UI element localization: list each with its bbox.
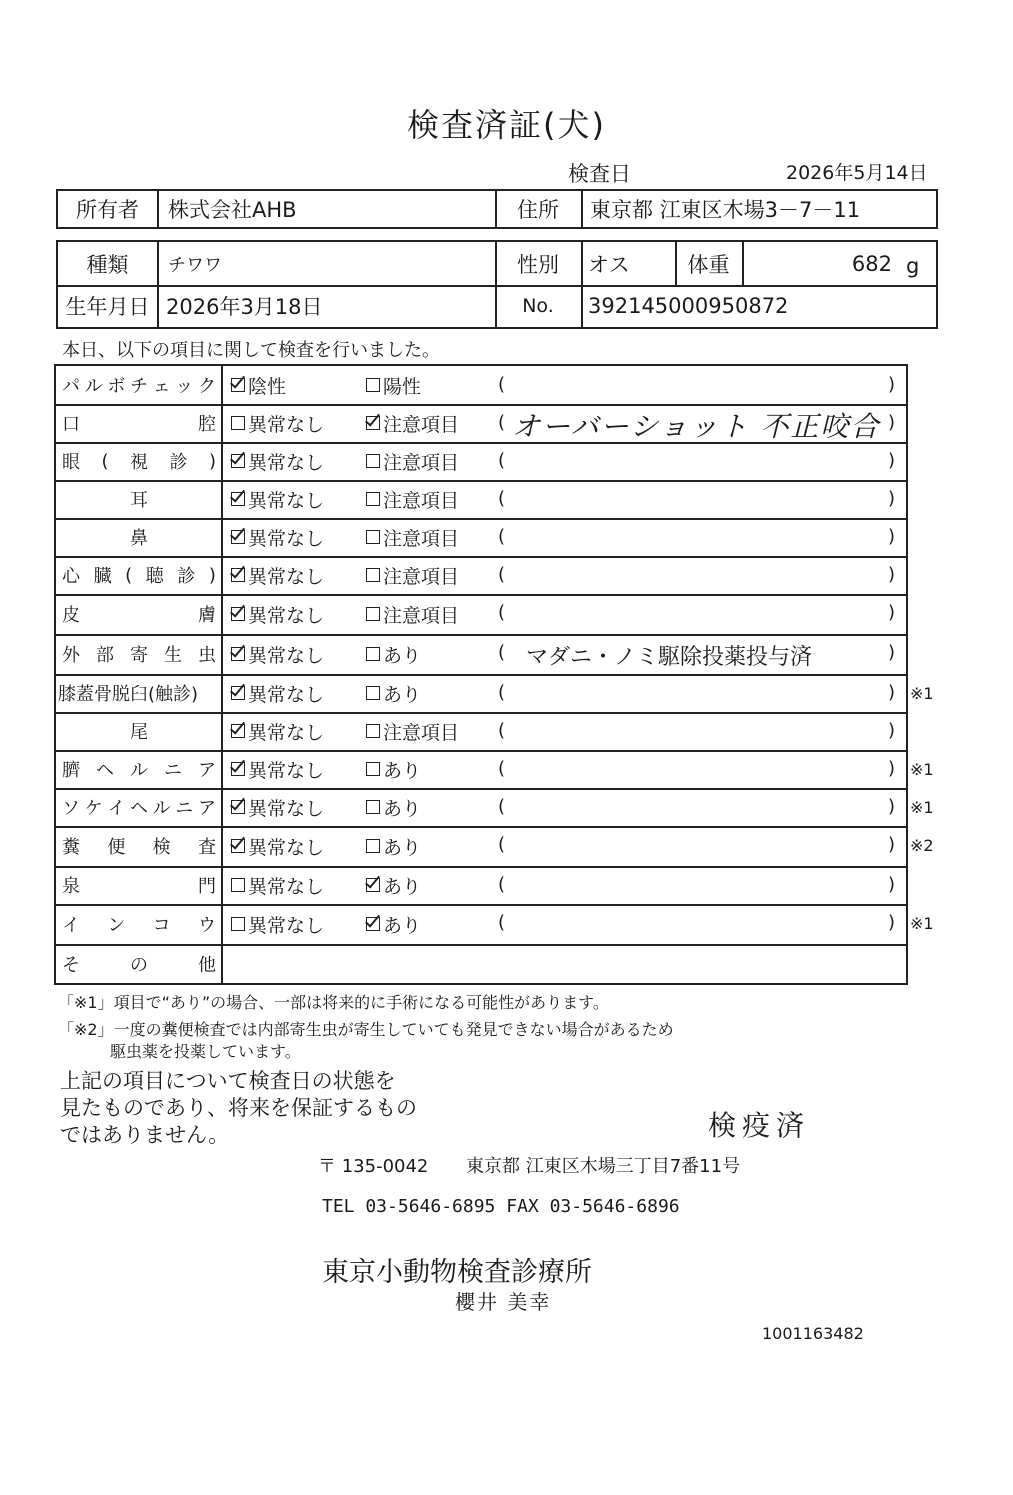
option-2-checkbox[interactable] [366,750,421,788]
option-2-checkbox[interactable] [366,366,421,404]
option-2-checkbox[interactable] [366,404,459,442]
paren-open: ( [498,488,506,509]
row-label-char: ) [208,564,216,586]
other-notes-field[interactable] [224,944,906,983]
row-label-char: 聴 [145,566,164,587]
row-label [58,634,220,674]
row-label-char: チ [129,376,148,397]
checkbox-icon[interactable] [231,917,245,931]
paren-close: ) [888,642,896,663]
weight-value: 682 [851,251,892,276]
option-2-checkbox[interactable] [366,518,459,556]
row-label-text: 尾 [130,722,148,743]
option-2-label: 注意項目 [383,604,460,627]
clinic-tel-fax: TEL 03-5646-6895 FAX 03-5646-6896 [322,1196,680,1217]
row-label-char: 生 [164,645,182,666]
option-2-checkbox[interactable] [366,480,459,518]
paren-open: ( [498,412,506,433]
option-1-checkbox[interactable] [231,788,324,826]
option-1-checkbox[interactable] [231,866,324,904]
row-label-char: 虫 [198,645,216,666]
option-1-label: 異常なし [248,759,325,782]
row-mark: ※1 [910,914,934,933]
option-1-checkbox[interactable] [231,674,324,712]
option-1-label: 異常なし [248,797,325,820]
checkbox-icon[interactable] [366,530,380,544]
animal-box [56,240,938,329]
option-2-label: あり [383,836,422,859]
owner-box [56,189,938,229]
row-label-char: ル [152,798,171,819]
checkbox-icon[interactable] [366,492,380,506]
row-label [58,442,220,480]
checkbox-icon[interactable] [366,568,380,582]
option-1-checkbox[interactable] [231,442,324,480]
checkbox-icon[interactable] [366,800,380,814]
paren-close: ) [888,450,896,471]
row-label-char: ヘ [96,760,114,781]
row-label-char: コ [152,915,171,936]
row-label-char: 外 [62,645,80,666]
row-label-char: ク [197,376,216,397]
quarantine-stamp: 検疫済 [708,1109,811,1142]
checkbox-icon[interactable] [366,724,380,738]
option-2-label: あり [383,759,422,782]
paren-close: ) [888,758,896,779]
checkbox-icon[interactable] [231,800,245,814]
option-2-label: 注意項目 [383,721,460,744]
clinic-person: 櫻井 美幸 [455,1290,552,1314]
row-label-char: 便 [107,837,126,858]
row-label-char: 他 [198,954,216,976]
option-1-label: 異常なし [248,721,325,744]
paren-close: ) [888,874,896,895]
row-label-char: 寄 [130,645,148,666]
disclaimer-statement [60,1068,417,1149]
row-label-char: ソ [62,798,80,819]
checkbox-icon[interactable] [231,647,245,661]
row-label [58,366,220,404]
option-2-label: あり [383,875,422,898]
breed-value: チワワ [168,254,222,276]
row-note: オーバーショット 不正咬合 [512,410,881,443]
row-label-char: の [130,954,148,976]
row-label-text: 膝蓋骨脱臼(触診) [58,684,199,705]
checkbox-icon[interactable] [366,416,380,430]
paren-close: ) [888,564,896,585]
option-1-label: 異常なし [248,527,325,550]
paren-open: ( [498,796,506,817]
address-value: 東京都 江東区木場3－7－11 [590,198,861,222]
option-2-checkbox[interactable] [366,634,421,674]
row-label [58,866,220,904]
owner-label: 所有者 [76,198,139,222]
checkbox-icon[interactable] [231,492,245,506]
footnote-2-line1: 「※2」一度の糞便検査では内部寄生虫が寄生していても発見できない場合があるため [58,1020,674,1039]
row-label-text: 鼻 [130,528,148,549]
row-label-char: ヘ [129,798,148,819]
row-label-char: パ [62,376,80,397]
row-label-char: 門 [198,876,216,897]
row-label-char: ウ [197,915,216,936]
checkbox-icon[interactable] [366,917,380,931]
disclaimer-line: 上記の項目について検査日の状態を [60,1069,396,1093]
row-label [58,404,220,442]
checkbox-icon[interactable] [231,686,245,700]
row-label-char: 腔 [198,414,216,435]
option-2-label: 陽性 [383,375,422,398]
row-label-char: ニ [175,798,194,819]
row-label-char: ア [198,760,216,781]
option-1-label: 異常なし [248,413,325,436]
row-label-char: 視 [130,452,148,473]
no-value: 392145000950872 [588,294,789,318]
checkbox-icon[interactable] [231,839,245,853]
row-label-char: 診 [177,566,196,587]
option-2-label: あり [383,797,422,820]
row-label-char: ケ [84,798,103,819]
option-1-checkbox[interactable] [231,366,286,404]
row-mark: ※1 [910,684,934,703]
row-mark: ※1 [910,798,934,817]
row-label-char: 糞 [62,837,80,858]
option-2-label: 注意項目 [383,527,460,550]
row-label-char: イ [107,798,126,819]
paren-open: ( [498,912,506,933]
row-label-text: 耳 [130,490,148,511]
option-2-label: あり [383,683,422,706]
checkbox-icon[interactable] [231,378,245,392]
option-2-checkbox[interactable] [366,826,421,866]
paren-open: ( [498,374,506,395]
option-2-label: 注意項目 [383,413,460,436]
paren-close: ) [888,374,896,395]
option-2-label: 注意項目 [383,565,460,588]
row-label [58,594,220,634]
option-1-checkbox[interactable] [231,556,324,594]
sex-value: オス [588,252,630,277]
paren-open: ( [498,758,506,779]
paren-open: ( [498,564,506,585]
disclaimer-line: ではありません。 [60,1123,230,1147]
document-title: 検査済証(犬) [407,106,606,144]
paren-close: ) [888,526,896,547]
row-label-char: 診 [169,452,188,473]
dob-value: 2026年3月18日 [166,295,323,319]
paren-close: ) [888,912,896,933]
option-2-checkbox[interactable] [366,442,459,480]
option-2-checkbox[interactable] [366,712,459,750]
row-label-char: 臍 [62,760,80,781]
clinic-name: 東京小動物検査診療所 [322,1257,592,1288]
option-2-label: 注意項目 [383,451,460,474]
inspection-date-label: 検査日 [568,162,631,186]
paren-open: ( [498,602,506,623]
paren-open: ( [498,682,506,703]
option-1-checkbox[interactable] [231,750,324,788]
option-1-checkbox[interactable] [231,712,324,750]
row-label [58,826,220,866]
option-2-checkbox[interactable] [366,866,421,904]
option-1-checkbox[interactable] [231,404,324,442]
row-label [58,674,220,712]
dob-label: 生年月日 [65,295,150,319]
option-2-checkbox[interactable] [366,788,421,826]
checkbox-icon[interactable] [231,568,245,582]
row-note: マダニ・ノミ駆除投薬投与済 [526,645,813,670]
row-mark: ※1 [910,760,934,779]
option-2-label: あり [383,644,422,667]
paren-open: ( [498,642,506,663]
checkbox-icon[interactable] [366,762,380,776]
row-label [58,788,220,826]
option-2-checkbox[interactable] [366,904,421,944]
option-1-label: 異常なし [248,644,325,667]
row-label [58,480,220,518]
option-1-label: 陰性 [248,375,287,398]
checkbox-icon[interactable] [231,416,245,430]
row-label-char: ェ [152,376,171,397]
owner-value: 株式会社AHB [168,198,297,222]
paren-close: ) [888,412,896,433]
checkbox-icon[interactable] [366,686,380,700]
row-label-char: ン [107,915,126,936]
option-1-checkbox[interactable] [231,518,324,556]
sex-label: 性別 [517,252,559,277]
row-label [58,750,220,788]
row-label-char: ニ [164,760,182,781]
row-mark: ※2 [910,836,934,855]
option-1-checkbox[interactable] [231,826,324,866]
paren-close: ) [888,488,896,509]
checkbox-icon[interactable] [231,762,245,776]
footnote-2-line2: 駆虫薬を投薬しています。 [110,1042,301,1061]
option-1-label: 異常なし [248,914,325,937]
option-1-checkbox[interactable] [231,634,324,674]
row-label-char: 皮 [62,605,80,626]
disclaimer-line: 見たものであり、将来を保証するもの [60,1096,417,1120]
row-label [58,904,220,944]
paren-open: ( [498,834,506,855]
row-label-char: イ [62,915,80,936]
paren-close: ) [888,682,896,703]
row-label-char: 部 [96,645,114,666]
row-label-char: ( [125,564,133,586]
paren-close: ) [888,720,896,741]
checkbox-icon[interactable] [366,378,380,392]
paren-open: ( [498,526,506,547]
document-number: 1001163482 [762,1324,864,1343]
row-label-char: そ [62,954,80,976]
option-2-label: あり [383,914,422,937]
checkbox-icon[interactable] [231,530,245,544]
row-label-char: ル [130,760,148,781]
weight-unit: g [906,253,920,278]
row-label-char: ) [208,450,216,472]
checkbox-icon[interactable] [366,607,380,621]
checkbox-icon[interactable] [366,454,380,468]
option-2-checkbox[interactable] [366,594,459,634]
checkbox-icon[interactable] [366,878,380,892]
row-label [58,712,220,750]
option-1-label: 異常なし [248,565,325,588]
row-label-char: 検 [152,837,171,858]
checkbox-icon[interactable] [231,454,245,468]
option-1-label: 異常なし [248,604,325,627]
row-label-char: 泉 [62,876,80,897]
row-label-char: 査 [197,837,216,858]
row-label-char: 口 [62,414,80,435]
row-label-char: 膚 [198,605,216,626]
paren-close: ) [888,834,896,855]
checkbox-icon[interactable] [231,607,245,621]
paren-close: ) [888,602,896,623]
row-label-char: ボ [107,376,126,397]
checkbox-icon[interactable] [366,647,380,661]
checkbox-icon[interactable] [231,724,245,738]
address-label: 住所 [517,198,559,222]
option-2-checkbox[interactable] [366,556,459,594]
row-label-other [58,944,220,983]
checkbox-icon[interactable] [366,839,380,853]
row-label-char: ( [101,450,109,472]
option-1-label: 異常なし [248,875,325,898]
option-1-label: 異常なし [248,836,325,859]
option-1-checkbox[interactable] [231,480,324,518]
option-1-checkbox[interactable] [231,904,324,944]
inspection-date-value: 2026年5月14日 [786,162,928,184]
row-label-char: 臓 [93,566,112,587]
row-label-char: ッ [175,376,194,397]
clinic-zip: 〒 135-0042 [318,1156,429,1177]
weight-label: 体重 [687,252,730,277]
row-label-char: 心 [62,566,80,587]
intro-text: 本日、以下の項目に関して検査を行いました。 [62,340,440,361]
footnote-1: 「※1」項目で“あり”の場合、一部は将来的に手術になる可能性があります。 [58,993,609,1012]
checkbox-icon[interactable] [231,878,245,892]
option-1-label: 異常なし [248,451,325,474]
option-1-label: 異常なし [248,683,325,706]
row-label-char: ル [84,376,103,397]
row-label [58,518,220,556]
row-label-char: 眼 [62,452,80,473]
breed-label: 種類 [86,252,129,277]
row-label [58,556,220,594]
row-label-char: ア [197,798,216,819]
paren-open: ( [498,874,506,895]
option-1-checkbox[interactable] [231,594,324,634]
paren-open: ( [498,720,506,741]
option-2-label: 注意項目 [383,489,460,512]
paren-close: ) [888,796,896,817]
paren-open: ( [498,450,506,471]
label-column-divider [221,366,223,983]
option-1-label: 異常なし [248,489,325,512]
option-2-checkbox[interactable] [366,674,421,712]
clinic-address: 東京都 江東区木場三丁目7番11号 [466,1156,741,1177]
no-label: No. [522,295,554,317]
